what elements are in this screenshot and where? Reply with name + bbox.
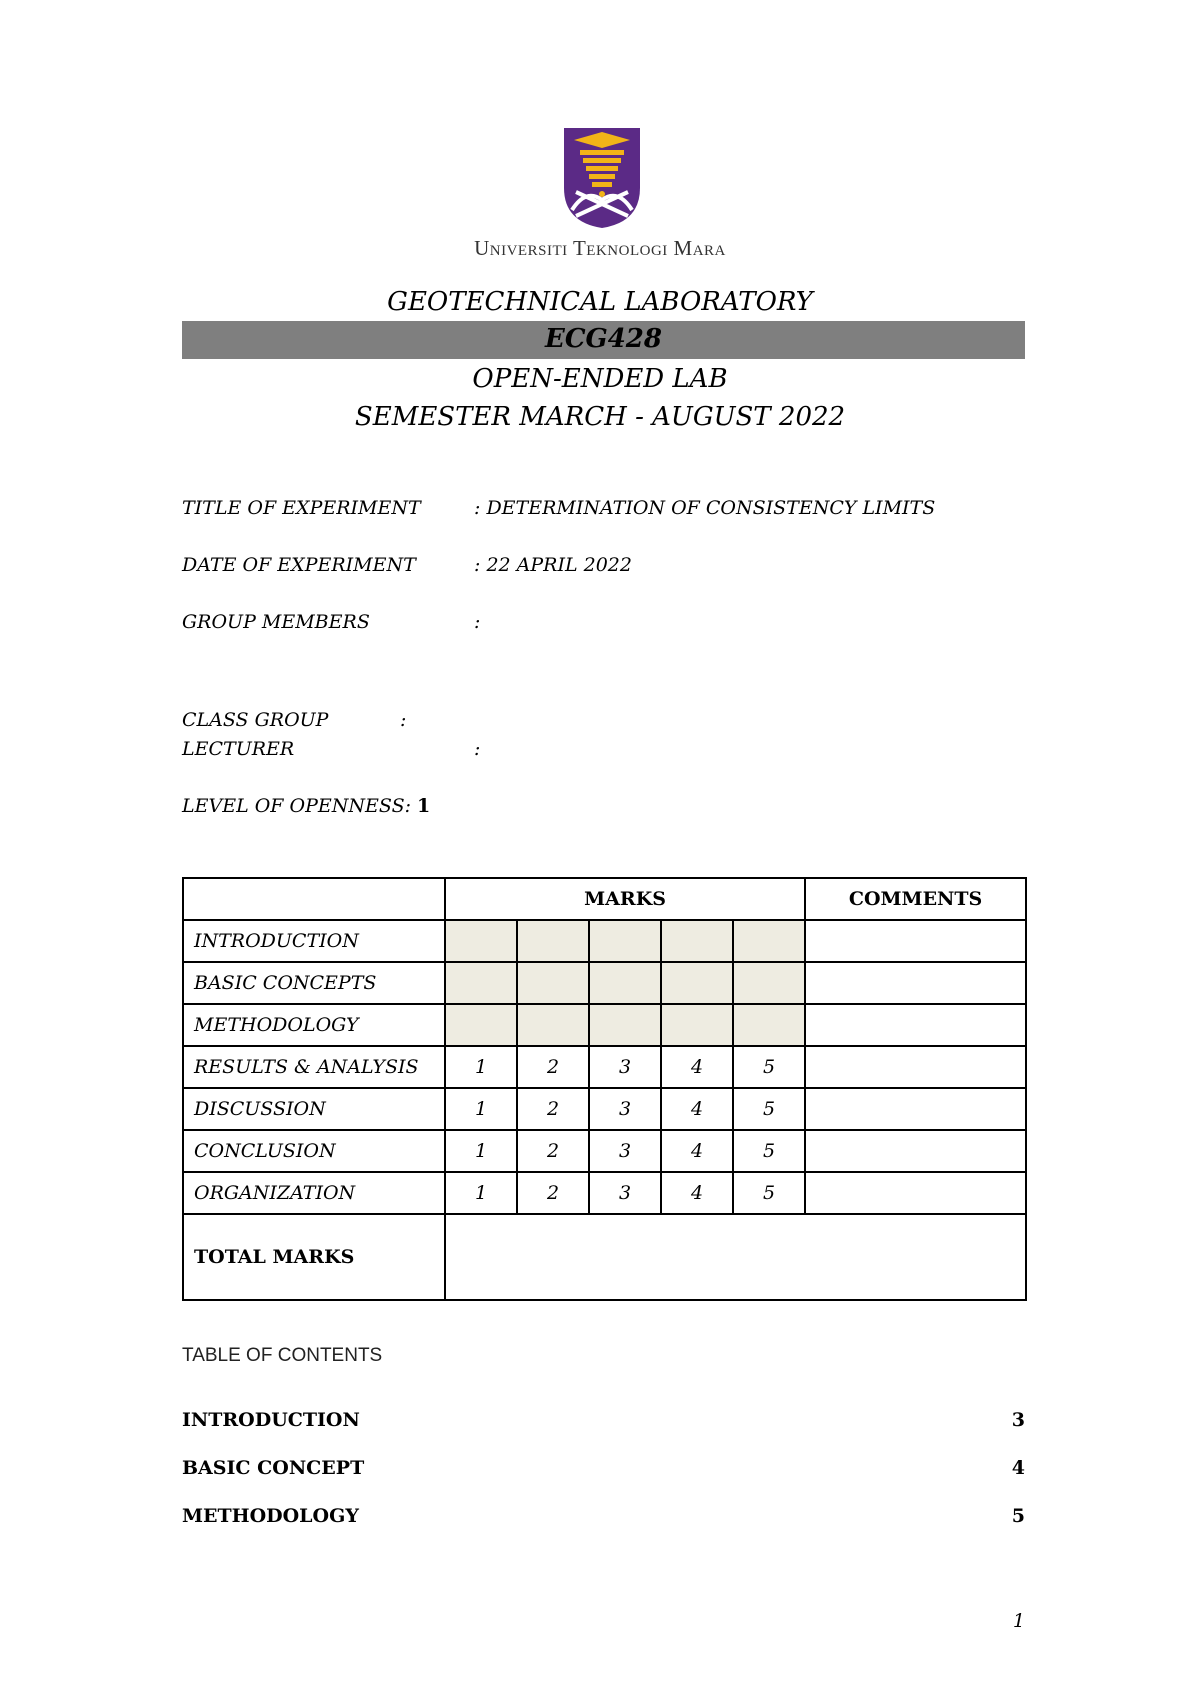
lab-type: OPEN-ENDED LAB [472,364,728,394]
comments-header: COMMENTS [805,878,1026,920]
table-row [183,1172,1026,1214]
row-label: RESULTS & ANALYSIS [183,1046,445,1088]
score-cell[interactable]: 3 [589,1172,661,1214]
class-group-label: CLASS GROUP [182,709,329,731]
title-value: : DETERMINATION OF CONSISTENCY LIMITS [474,497,936,519]
toc-entry[interactable] [182,1409,1025,1431]
marks-table [182,877,1027,1301]
score-cell[interactable]: 1 [445,1172,517,1214]
comment-cell[interactable] [805,1172,1026,1214]
lab-title: GEOTECHNICAL LABORATORY [387,287,813,317]
score-cell[interactable]: 2 [517,1088,589,1130]
university-name: Universiti Teknologi Mara [474,236,726,260]
total-marks-cell[interactable] [445,1214,1026,1300]
total-marks-label: TOTAL MARKS [183,1214,445,1300]
score-cell[interactable] [445,962,517,1004]
group-members-label: GROUP MEMBERS [182,611,370,633]
score-cell[interactable] [445,1004,517,1046]
table-row [183,962,1026,1004]
table-row [183,1088,1026,1130]
comment-cell[interactable] [805,1004,1026,1046]
toc-entry-title: BASIC CONCEPT [182,1457,365,1479]
lecturer-label: LECTURER [182,738,295,760]
table-row [183,1130,1026,1172]
score-cell[interactable]: 2 [517,1172,589,1214]
score-cell[interactable] [661,962,733,1004]
score-cell[interactable]: 5 [733,1046,805,1088]
group-members-value: : [474,611,481,633]
score-cell[interactable]: 1 [445,1088,517,1130]
score-cell[interactable]: 3 [589,1088,661,1130]
score-cell[interactable] [445,920,517,962]
header-empty-cell [183,878,445,920]
comment-cell[interactable] [805,1046,1026,1088]
score-cell[interactable] [589,962,661,1004]
comment-cell[interactable] [805,920,1026,962]
score-cell[interactable] [733,962,805,1004]
table-row [183,1004,1026,1046]
toc-entry-page: 5 [1011,1505,1025,1527]
course-code: ECG428 [545,324,662,354]
toc-entry[interactable] [182,1505,1025,1527]
toc-entry-title: METHODOLOGY [182,1505,359,1527]
toc-heading: TABLE OF CONTENTS [182,1345,383,1366]
toc-entry-title: INTRODUCTION [182,1409,360,1431]
date-label: DATE OF EXPERIMENT [182,554,416,576]
row-label: METHODOLOGY [183,1004,445,1046]
score-cell[interactable] [589,920,661,962]
row-label: ORGANIZATION [183,1172,445,1214]
row-label: DISCUSSION [183,1088,445,1130]
score-cell[interactable] [661,1004,733,1046]
score-cell[interactable]: 4 [661,1046,733,1088]
score-cell[interactable]: 1 [445,1130,517,1172]
table-row [183,920,1026,962]
row-label: INTRODUCTION [183,920,445,962]
comment-cell[interactable] [805,1130,1026,1172]
score-cell[interactable] [517,1004,589,1046]
table-row [183,1046,1026,1088]
score-cell[interactable] [661,920,733,962]
total-row [183,1214,1026,1300]
table-header-row [183,878,1026,920]
score-cell[interactable]: 5 [733,1088,805,1130]
comment-cell[interactable] [805,1088,1026,1130]
openness-label: LEVEL OF OPENNESS: [182,795,411,817]
toc-entry-page: 4 [1011,1457,1025,1479]
page-number: 1 [1012,1610,1025,1632]
score-cell[interactable]: 3 [589,1046,661,1088]
university-logo [562,126,642,230]
score-cell[interactable]: 4 [661,1172,733,1214]
comment-cell[interactable] [805,962,1026,1004]
score-cell[interactable] [517,920,589,962]
lecturer-value: : [474,738,481,760]
class-group-value: : [400,709,407,731]
score-cell[interactable] [733,920,805,962]
semester: SEMESTER MARCH - AUGUST 2022 [354,402,846,432]
row-label: CONCLUSION [183,1130,445,1172]
score-cell[interactable] [589,1004,661,1046]
row-label: BASIC CONCEPTS [183,962,445,1004]
score-cell[interactable] [517,962,589,1004]
score-cell[interactable]: 4 [661,1130,733,1172]
marks-header: MARKS [445,878,805,920]
score-cell[interactable] [733,1004,805,1046]
date-value: : 22 APRIL 2022 [474,554,632,576]
openness-field [182,795,430,817]
toc-entry[interactable] [182,1457,1025,1479]
score-cell[interactable]: 5 [733,1172,805,1214]
toc-entry-page: 3 [1011,1409,1025,1431]
score-cell[interactable]: 2 [517,1130,589,1172]
score-cell[interactable]: 2 [517,1046,589,1088]
score-cell[interactable]: 5 [733,1130,805,1172]
score-cell[interactable]: 4 [661,1088,733,1130]
openness-value: 1 [417,795,431,817]
score-cell[interactable]: 1 [445,1046,517,1088]
title-label: TITLE OF EXPERIMENT [182,497,421,519]
score-cell[interactable]: 3 [589,1130,661,1172]
